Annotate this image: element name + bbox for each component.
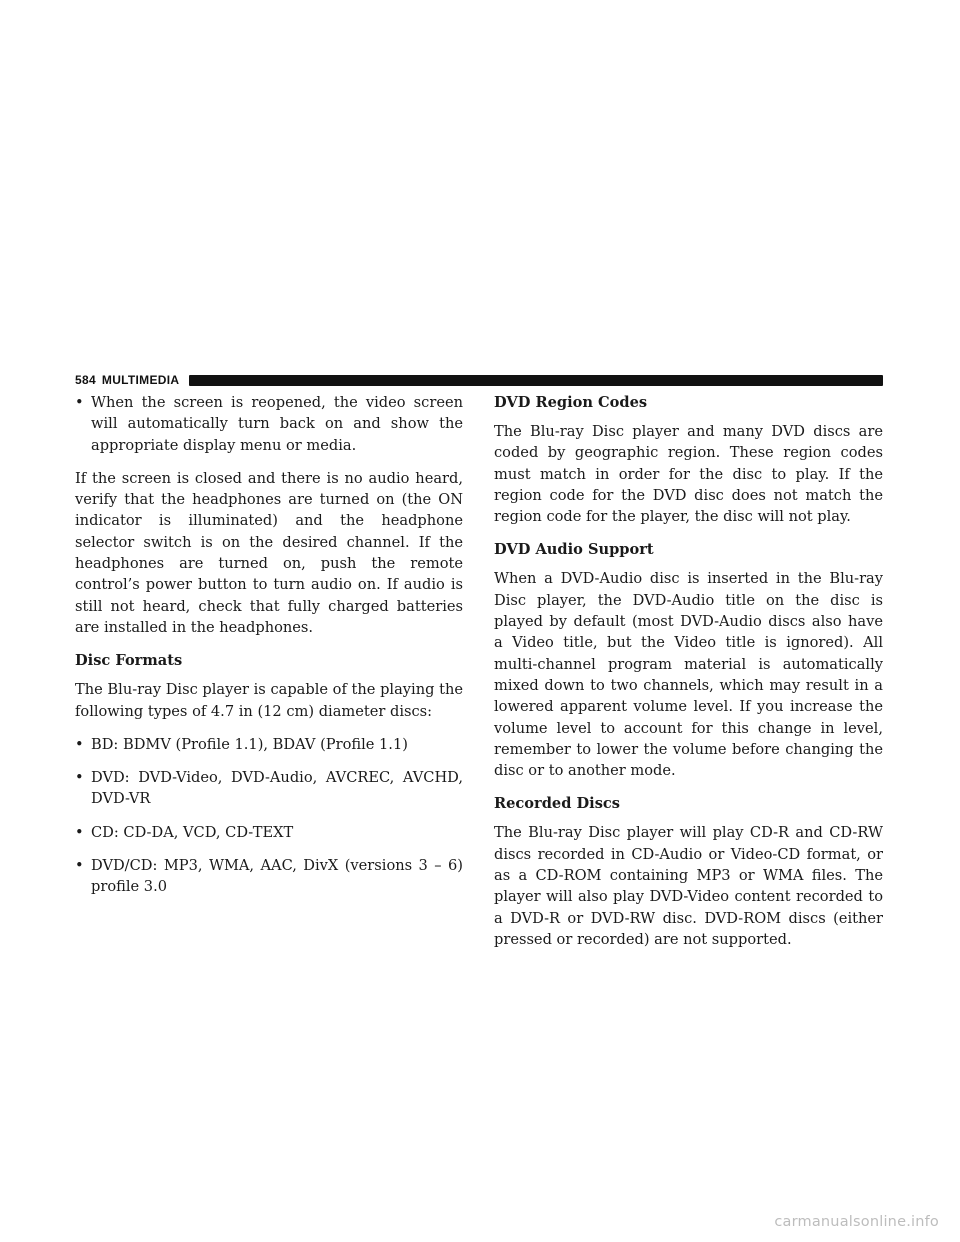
page-number: 584 — [75, 373, 96, 387]
list-item — [75, 392, 463, 456]
format-text: DVD: DVD-Video, DVD-Audio, AVCREC, AVCHD, DVD-VR — [91, 769, 463, 808]
header-rule — [189, 375, 883, 386]
heading-recorded-discs: Recorded Discs — [494, 795, 621, 813]
bullet-icon: • — [75, 394, 84, 411]
right-column — [494, 392, 883, 962]
bullet-text: When the screen is reopened, the video screen will automatically turn back on and show the appropriate display menu or media. — [91, 394, 463, 454]
paragraph-recorded-discs: The Blu-ray Disc player will play CD-R and CD-RW discs recorded in CD-Audio or Video-CD format, or as a CD-ROM containing MP3 or WMA files. The player will also play DVD-Video content recorded to a DVD-R or DVD-RW disc. DVD-ROM discs (either pressed or recorded) are not supported. — [494, 824, 883, 948]
page-header — [75, 372, 883, 388]
list-item — [75, 822, 463, 843]
bullet-icon: • — [75, 857, 84, 875]
list-item — [75, 734, 463, 755]
heading-audio-support: DVD Audio Support — [494, 541, 654, 559]
bullet-icon: • — [75, 769, 84, 787]
paragraph-no-audio: If the screen is closed and there is no audio heard, verify that the headphones are turned on (the ON indicator is illuminated) and the headphone selector switch is on the desired channel. If the headphones are turned on, push the remote control’s power button to turn audio on. If audio is still not heard, check that fully charged batteries are installed in the headphones. — [75, 469, 463, 636]
heading-disc-formats: Disc Formats — [75, 652, 183, 670]
list-item — [75, 855, 463, 898]
list-item — [75, 767, 463, 810]
format-text: BD: BDMV (Profile 1.1), BDAV (Profile 1.1) — [91, 735, 408, 753]
intro-bullet-list — [75, 392, 463, 456]
watermark: carmanualsonline.info — [774, 1214, 939, 1230]
paragraph-disc-formats: The Blu-ray Disc player is capable of the playing the following types of 4.7 in (12 cm) diameter discs: — [75, 681, 463, 720]
paragraph-audio-support: When a DVD-Audio disc is inserted in the Blu-ray Disc player, the DVD-Audio title on the disc is played by default (most DVD-Audio discs also have a Video title, but the Video title is ignored). All multi-channel program material is automatically mixed down to two channels, which may result in a lowered apparent volume level. If you increase the volume level to account for this change in level, remember to lower the volume before changing the disc or to another mode. — [494, 570, 883, 780]
format-text: CD: CD-DA, VCD, CD-TEXT — [91, 823, 294, 841]
paragraph-region-codes: The Blu-ray Disc player and many DVD discs are coded by geographic region. These region codes must match in order for the disc to play. If the region code for the DVD disc does not match the region code for the player, the disc will not play. — [494, 423, 883, 526]
heading-region-codes: DVD Region Codes — [494, 394, 648, 411]
format-text: DVD/CD: MP3, WMA, AAC, DivX (versions 3 – 6) profile 3.0 — [91, 857, 463, 896]
format-list — [75, 734, 463, 898]
section-name: MULTIMEDIA — [101, 373, 180, 387]
bullet-icon: • — [75, 735, 84, 753]
left-column — [75, 392, 463, 910]
bullet-icon: • — [75, 823, 84, 841]
